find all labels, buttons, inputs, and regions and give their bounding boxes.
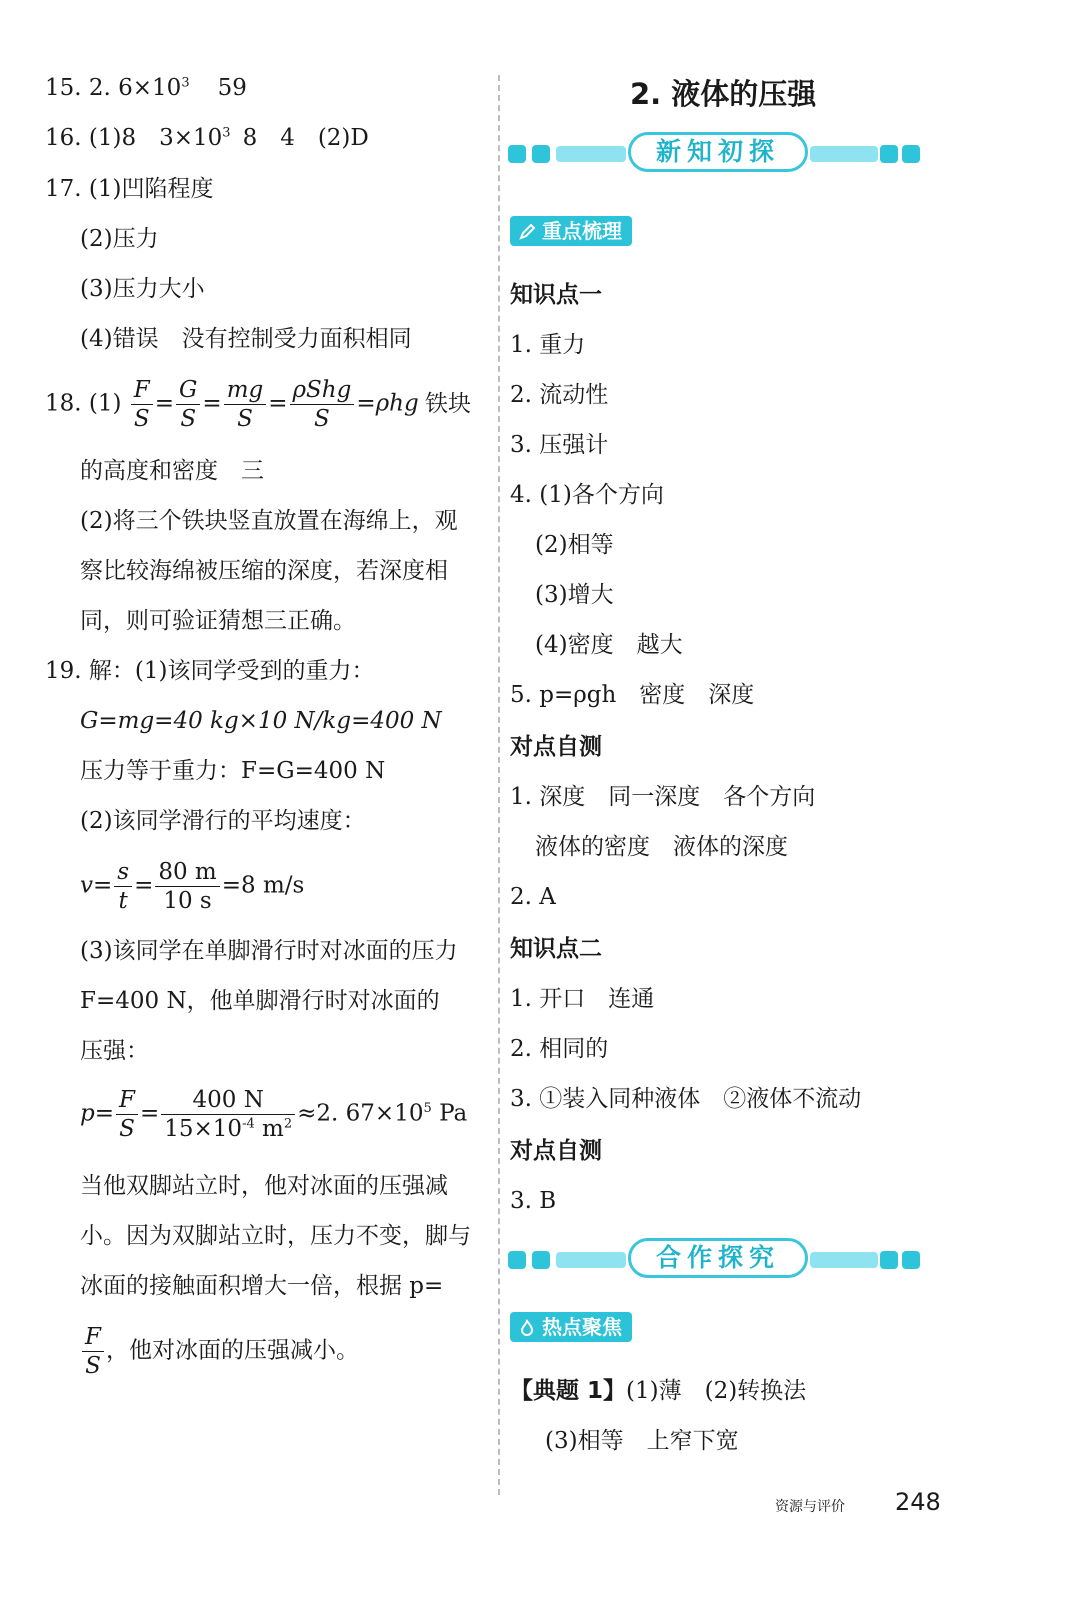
tag-key-points: 重点梳理 xyxy=(510,216,632,246)
pencil-icon xyxy=(518,223,536,241)
fraction: $\frac{F}{S}$ xyxy=(82,1325,104,1378)
test2-item-3: 3. B xyxy=(510,1188,557,1214)
answer-19-1: 19. 解：(1)该同学受到的重力： xyxy=(45,658,375,684)
answer-19-2: (2)该同学滑行的平均速度： xyxy=(80,808,366,834)
self-test-1: 对点自测 xyxy=(510,734,602,760)
column-divider xyxy=(498,75,500,1495)
kp2-item-3: 3. ①装入同种液体 ②液体不流动 xyxy=(510,1086,862,1112)
example-1: 【典题 1】(1)薄 (2)转换法 xyxy=(510,1378,807,1404)
kp1-item-4-2: (2)相等 xyxy=(535,532,614,558)
answer-17-1: 17. (1)凹陷程度 xyxy=(45,176,214,202)
decor-dot xyxy=(880,1251,898,1269)
decor-bar xyxy=(556,1252,626,1268)
banner-cooperation xyxy=(508,1238,918,1280)
decor-dot xyxy=(902,145,920,163)
answer-19-end3: 冰面的接触面积增大一倍，根据 p= xyxy=(80,1273,444,1299)
answer-19-velocity: v= $\frac{s}{t}$ = $\frac{80 m}{10 s}$ =8 m/s xyxy=(80,859,305,915)
flame-icon xyxy=(518,1319,536,1337)
answer-19-end4: $\frac{F}{S}$ ，他对冰面的压强减小。 xyxy=(80,1325,359,1378)
decor-dot xyxy=(902,1251,920,1269)
answer-16: 16. (1)8 $3\times 10^3$ 8 4 (2)D xyxy=(45,125,369,151)
answer-15: 15. 2. $6\times 10^3$ 59 xyxy=(45,75,247,101)
kp2-item-2: 2. 相同的 xyxy=(510,1036,609,1062)
test1-item-2: 2. A xyxy=(510,884,556,910)
decor-dot xyxy=(508,145,526,163)
fraction: $\frac{80 m}{10 s}$ xyxy=(155,860,219,913)
fraction: $\frac{F}{S}$ xyxy=(131,378,153,431)
answer-19-3b: F=400 N，他单脚滑行时对冰面的 xyxy=(80,988,440,1014)
answer-19-g: G=mg=40 kg×10 N/kg=400 N xyxy=(80,708,442,734)
tag-hot-focus: 热点聚焦 xyxy=(510,1312,632,1342)
decor-bar xyxy=(810,1252,878,1268)
answer-19-3a: (3)该同学在单脚滑行时对冰面的压力 xyxy=(80,938,458,964)
kp1-item-2: 2. 流动性 xyxy=(510,382,609,408)
fraction: $\frac{400 N}{15\times 10^{-4} m^2}$ xyxy=(161,1088,295,1141)
answer-19-end1: 当他双脚站立时，他对冰面的压强减 xyxy=(80,1173,448,1199)
decor-dot xyxy=(880,145,898,163)
fraction: $\frac{G}{S}$ xyxy=(176,378,200,431)
answer-18-2c: 同，则可验证猜想三正确。 xyxy=(80,608,356,634)
answer-19-end2: 小。因为双脚站立时，压力不变，脚与 xyxy=(80,1223,471,1249)
decor-dot xyxy=(532,1251,550,1269)
banner-label: 新知初探 xyxy=(628,132,808,172)
answer-18-2a: (2)将三个铁块竖直放置在海绵上，观 xyxy=(80,508,458,534)
fraction: $\frac{mg}{S}$ xyxy=(224,378,267,431)
self-test-2: 对点自测 xyxy=(510,1138,602,1164)
answer-17-4: (4)错误 没有控制受力面积相同 xyxy=(80,326,412,352)
footer-label: 资源与评价 xyxy=(775,1499,845,1515)
answer-19-pressure: p= $\frac{F}{S}$ = $\frac{400 N}{15\times 10^{-4} m^2}$ ≈2. $67\times 10^5$ Pa xyxy=(80,1087,468,1143)
answer-17-2: (2)压力 xyxy=(80,226,159,252)
answer-18-line2: 的高度和密度 三 xyxy=(80,458,264,484)
kp2-item-1: 1. 开口 连通 xyxy=(510,986,655,1012)
knowledge-point-1: 知识点一 xyxy=(510,282,602,308)
kp1-item-3: 3. 压强计 xyxy=(510,432,609,458)
decor-bar xyxy=(556,146,626,162)
kp1-item-4: 4. (1)各个方向 xyxy=(510,482,664,508)
banner-new-knowledge xyxy=(508,132,918,174)
page-number: 248 xyxy=(895,1488,941,1516)
answer-19-f: 压力等于重力：F=G=400 N xyxy=(80,758,386,784)
answer-19-3c: 压强： xyxy=(80,1038,149,1064)
kp1-item-4-3: (3)增大 xyxy=(535,582,614,608)
kp1-item-5: 5. p=ρgh 密度 深度 xyxy=(510,682,755,708)
decor-bar xyxy=(810,146,878,162)
banner-label: 合作探究 xyxy=(628,1238,808,1278)
decor-dot xyxy=(532,145,550,163)
decor-dot xyxy=(508,1251,526,1269)
kp1-item-1: 1. 重力 xyxy=(510,332,586,358)
example-1-part-3: (3)相等 上窄下宽 xyxy=(545,1428,739,1454)
answer-18-word: 铁块 xyxy=(425,391,471,417)
kp1-item-4-4: (4)密度 越大 xyxy=(535,632,683,658)
test1-item-1-2: 液体的密度 液体的深度 xyxy=(535,834,788,860)
fraction: $\frac{F}{S}$ xyxy=(116,1088,138,1141)
knowledge-point-2: 知识点二 xyxy=(510,936,602,962)
answer-18-formula: 18. (1) $\frac{F}{S}$ = $\frac{G}{S}$ = $\frac{mg}{S}$ = $\frac{\text{ρShg}}{S}$ =ρhg xyxy=(45,377,419,433)
section-title: 2. 液体的压强 xyxy=(630,77,817,111)
fraction: $\frac{\text{ρShg}}{S}$ xyxy=(290,378,355,431)
test1-item-1: 1. 深度 同一深度 各个方向 xyxy=(510,784,816,810)
answer-17-3: (3)压力大小 xyxy=(80,276,205,302)
fraction: $\frac{s}{t}$ xyxy=(114,860,132,913)
answer-18-2b: 察比较海绵被压缩的深度，若深度相 xyxy=(80,558,448,584)
